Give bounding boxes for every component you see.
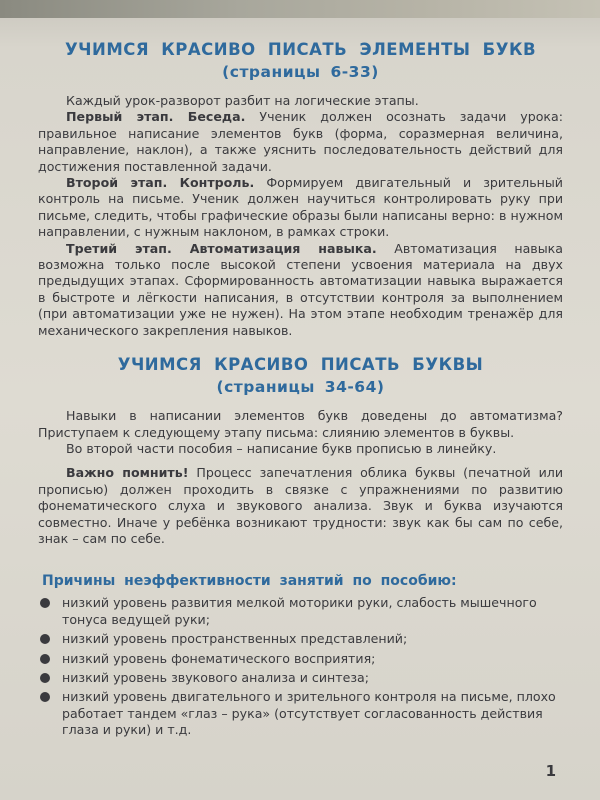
stage1-text: Ученик должен осознать задачи урока: правильное написание элементов букв (форма, соразмерная величина, направление, наклон), а также уяснить последовательность действий для достижения поставленной задачи.	[38, 109, 563, 174]
list-item: низкий уровень звукового анализа и синтеза;	[38, 670, 563, 686]
section1-subtitle: (страницы 6-33)	[222, 63, 379, 81]
stage2-text: Формируем двигательный и зрительный контроль на письме. Ученик должен научиться контролировать руку при письме, следить, чтобы графические образы были написаны верно: в нужном направлении, с нужным наклоном, в рамках строки.	[38, 175, 563, 240]
remember-text: Процесс запечатления облика буквы (печатной или прописью) должен проходить в связке с упражнениями по развитию фонематического слуха и звукового анализа. Звук и буква изучаются совместно. Иначе у ребёнка возникают трудности: звук как бы сам по себе, знак – сам по себе.	[38, 465, 564, 546]
stage2-paragraph	[38, 175, 563, 241]
list-item: низкий уровень двигательного и зрительного контроля на письме, плохо работает тандем «глаз – рука» (отсутствует согласованность действия глаза и руки) и т.д.	[38, 689, 563, 738]
bullet-icon	[40, 654, 50, 664]
page-content	[38, 40, 563, 742]
list-item: низкий уровень пространственных представлений;	[38, 631, 563, 647]
section1-body	[38, 93, 563, 339]
reasons-list	[38, 595, 563, 738]
remember-label: Важно помнить!	[66, 465, 189, 481]
stage1-paragraph	[38, 109, 563, 175]
bullet-icon	[40, 692, 50, 702]
section2-title: УЧИМСЯ КРАСИВО ПИСАТЬ БУКВЫ	[117, 355, 484, 375]
stage1-label: Первый этап. Беседа.	[66, 109, 246, 125]
section3-title: Причины неэффективности занятий по пособию:	[42, 573, 457, 590]
section2-para1: Навыки в написании элементов букв доведены до автоматизма? Приступаем к следующему этапу письма: слиянию элементов в буквы.	[38, 408, 563, 440]
bullet-icon	[40, 673, 50, 683]
list-item: низкий уровень фонематического восприятия;	[38, 651, 563, 667]
stage2-label: Второй этап. Контроль.	[66, 175, 255, 191]
section2-heading	[38, 355, 563, 396]
bullet-icon	[40, 634, 50, 644]
stage3-text: Автоматизация навыка возможна только после высокой степени усвоения материала на двух предыдущих этапах. Сформированность автоматизации навыка выражается в быстроте и лёгкости написания, в отсутствии контроля за выполнением (при автоматизации уже не нужен). На этом этапе необходим тренажёр для механического закрепления навыков.	[38, 240, 563, 338]
stage3-label: Третий этап. Автоматизация навыка.	[66, 240, 377, 256]
section1-intro: Каждый урок-разворот разбит на логические этапы.	[66, 93, 419, 108]
remember-paragraph	[38, 465, 563, 547]
section2-para2: Во второй части пособия – написание букв прописью в линейку.	[66, 440, 497, 456]
stage3-paragraph	[38, 241, 563, 339]
section1-title: УЧИМСЯ КРАСИВО ПИСАТЬ ЭЛЕМЕНТЫ БУКВ	[64, 40, 537, 59]
page-number: 1	[545, 762, 556, 780]
section2-body	[38, 408, 563, 547]
bullet-icon	[40, 598, 50, 608]
page-top-edge	[0, 0, 600, 18]
list-item: низкий уровень развития мелкой моторики руки, слабость мышечного тонуса ведущей руки;	[38, 595, 563, 628]
section2-subtitle: (страницы 34-64)	[216, 378, 385, 397]
